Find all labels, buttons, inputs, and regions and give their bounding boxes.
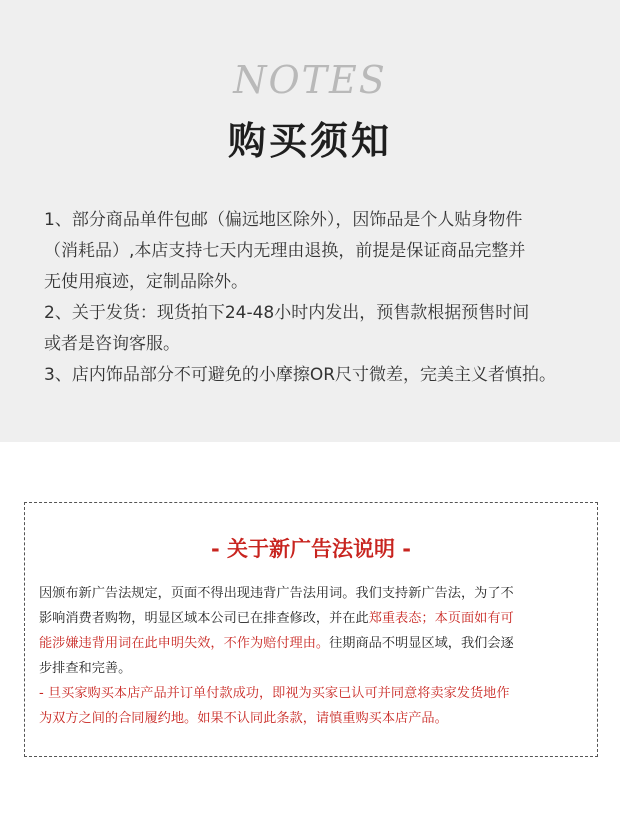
notes-line: 3、店内饰品部分不可避免的小摩擦OR尺寸微差，完美主义者慎拍。: [44, 365, 557, 385]
ad-law-notice-box: [24, 502, 598, 757]
purchase-notice-title: 购买须知: [227, 118, 392, 163]
ad-notice-highlight: 郑重表态；本页面如有可: [368, 611, 514, 626]
notes-line: 2、关于发货：现货拍下24-48小时内发出，预售款根据预售时间: [44, 303, 530, 323]
notes-line: 无使用痕迹，定制品除外。: [44, 272, 248, 292]
notes-list: [44, 205, 594, 391]
ad-notice-line: 为双方之间的合同履约地。如果不认同此条款，请慎重购买本店产品。: [39, 711, 448, 726]
notes-line: （消耗品）,本店支持七天内无理由退换，前提是保证商品完整并: [44, 241, 526, 261]
ad-notice-line: [39, 606, 585, 631]
ad-notice-line: [39, 631, 585, 656]
notes-line: 或者是咨询客服。: [44, 334, 180, 354]
ad-notice-text: 往期商品不明显区域，我们会逐: [329, 636, 514, 651]
ad-notice-line: 因颁布新广告法规定，页面不得出现违背广告法用词。我们支持新广告法，为了不: [39, 586, 514, 601]
ad-law-notice-title: - 关于新广告法说明 -: [210, 537, 412, 561]
ad-notice-highlight: 能涉嫌违背用词在此申明失效，不作为赔付理由。: [39, 636, 330, 651]
ad-notice-line: - 旦买家购买本店产品并订单付款成功，即视为买家已认可并同意将卖家发货地作: [39, 686, 510, 701]
notes-heading: NOTES: [233, 58, 387, 102]
ad-notice-text: 影响消费者购物，明显区域本公司已在排查修改，并在此: [39, 611, 369, 626]
notes-line: 1、部分商品单件包邮（偏远地区除外），因饰品是个人贴身物件: [44, 210, 523, 230]
ad-notice-line: 步排查和完善。: [39, 661, 132, 676]
ad-law-notice-body: [39, 581, 585, 731]
